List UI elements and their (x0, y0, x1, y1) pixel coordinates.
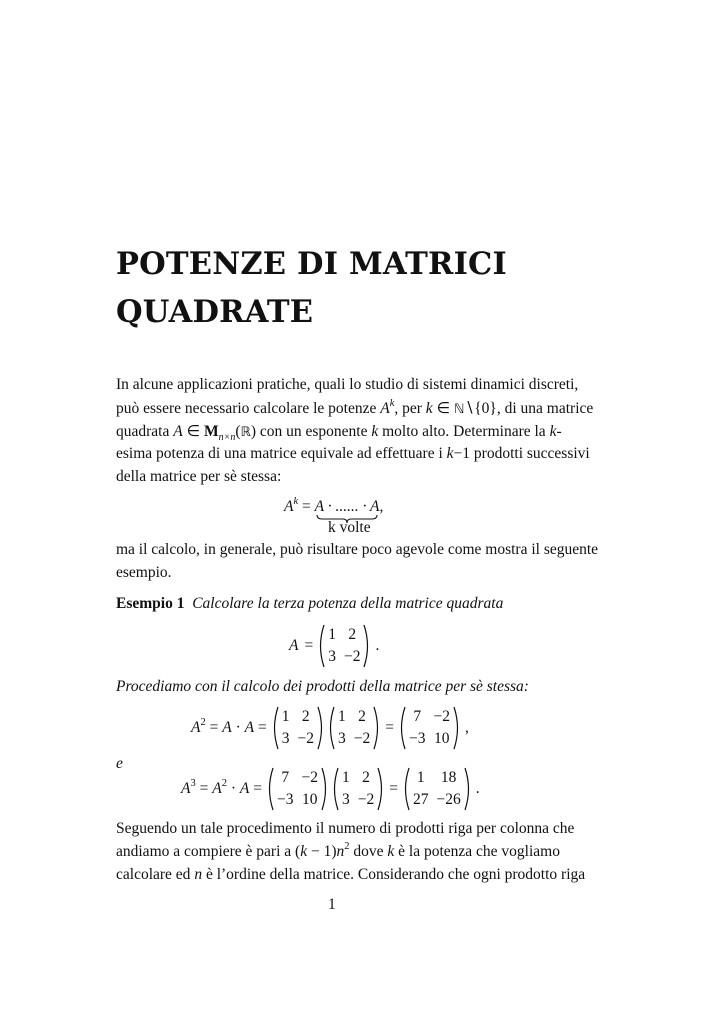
matrix-cell: 2 (301, 708, 310, 725)
matrix-A (316, 624, 372, 668)
intro-text-3c: molto alto. Determinare la (378, 423, 550, 440)
power-exp: k (293, 496, 299, 507)
matrix-cell: 1 (281, 708, 290, 725)
intro-line-2: può essere necessario calcolare le potenze $A^k$, per k ∈ ℕ∖{0}, di una matrice (116, 398, 594, 417)
title-line-1: POTENZE DI MATRICI (116, 246, 508, 282)
left-paren-icon (326, 706, 335, 750)
right-paren-icon (377, 767, 386, 811)
left-paren-icon (397, 706, 406, 750)
connector-e (116, 755, 123, 773)
after-line-2 (116, 564, 172, 582)
matrix-cell: 18 (440, 769, 457, 786)
intro-line-1 (116, 376, 578, 394)
matrix-cell: 7 (413, 708, 422, 725)
closing-text-2b: dove (349, 843, 388, 860)
math-M: M (203, 423, 219, 440)
left-paren-icon (316, 624, 325, 668)
right-paren-icon (373, 706, 382, 750)
matrix-cell: −3 (408, 730, 426, 747)
connector-text: e (116, 755, 123, 772)
page-title (116, 240, 636, 336)
intro-text-2a: può essere necessario calcolare le potenze (116, 400, 381, 417)
procedure-label: Procediamo con il calcolo dei prodotti della matrice per sè stessa: (116, 678, 529, 695)
power-comma: , (379, 498, 384, 515)
math-A-in-M: A (173, 423, 183, 440)
closing-text-3a: calcolare ed (116, 866, 195, 883)
matrix-cell: −2 (301, 769, 318, 786)
closing-text-3b: è l’ordine della matrice. Considerando che ogni prodotto riga (202, 866, 586, 883)
intro-line-3: quadrata A ∈ $M_{n\times n}(ℝ)$ con un esponente k molto alto. Determinare la k- (116, 423, 562, 443)
matrix-cell: 27 (412, 791, 429, 808)
A3-expr-exp: 2 (221, 778, 227, 789)
right-paren-icon (317, 706, 326, 750)
A2-factor-2 (326, 706, 382, 750)
intro-text-2b: , per (394, 400, 426, 417)
intro-text-3a: quadrata (116, 423, 174, 440)
matrix-cell: 7 (281, 769, 290, 786)
A2-equation: $A^2 = A \cdot A$ = 1 2 3 −2 1 2 3 −2 = 7 −2 −3 10 , (188, 706, 472, 750)
right-paren-icon (321, 767, 330, 811)
math-naturals: ℕ (453, 402, 465, 417)
example-label: Esempio 1 (116, 595, 185, 612)
closing-line-1 (116, 820, 574, 838)
power-lhs: A (284, 498, 294, 515)
A2-lhs: A (191, 719, 201, 736)
matrix-cell: 1 (416, 769, 425, 786)
math-k-2: k (549, 423, 557, 440)
matrix-cell: −2 (357, 791, 375, 808)
matrix-A-name: A (289, 637, 299, 654)
example-heading (116, 595, 503, 613)
left-paren-icon (401, 767, 410, 811)
matrix-cell: −3 (276, 791, 294, 808)
matrix-cell: 1 (328, 626, 336, 643)
closing-line-3 (116, 866, 585, 884)
matrix-cell: 10 (433, 730, 450, 747)
intro-text-3b: con un esponente (256, 423, 372, 440)
matrix-A-equation: A = 1 2 3 −2 . (286, 624, 382, 668)
closing-text-2c: è la potenza che vogliamo (394, 843, 560, 860)
after-line-1 (116, 541, 598, 559)
matrix-cell: 3 (337, 730, 346, 747)
matrix-cell: 2 (362, 769, 370, 786)
right-paren-icon (363, 624, 372, 668)
matrix-cell: −26 (436, 791, 461, 808)
closing-line-2: andiamo a compiere è pari a $(k - 1)n^2$ dove k è la potenza che vogliamo (116, 841, 560, 860)
A3-equation: $A^3 = A^2 \cdot A$ = 7 −2 −3 10 1 2 3 −2 = 1 18 27 −26 . (178, 767, 483, 811)
matrix-cell: 1 (337, 708, 346, 725)
intro-text-3d: - (556, 423, 562, 440)
A2-result-matrix (397, 706, 462, 750)
left-paren-icon (265, 767, 274, 811)
matrix-cell: 2 (358, 708, 366, 725)
matrix-cell: 3 (281, 730, 290, 747)
after-text-1: ma il calcolo, in generale, può risultare poco agevole come mostra il seguente (116, 541, 599, 558)
intro-text-4b: prodotti successivi (470, 445, 590, 462)
matrix-cell: −2 (433, 708, 450, 725)
math-k-in-N: k (425, 400, 433, 417)
underbrace-text: k volte (328, 519, 371, 536)
right-paren-icon (464, 767, 473, 811)
A3-exp: 3 (190, 778, 196, 789)
left-paren-icon (270, 706, 279, 750)
procedure-text (116, 678, 529, 696)
matrix-cell: 10 (301, 791, 318, 808)
matrix-cell: 3 (341, 791, 350, 808)
matrix-cell: −2 (297, 730, 314, 747)
right-paren-icon (453, 706, 462, 750)
intro-line-5 (116, 468, 281, 486)
math-Ak: $A^k$ (380, 398, 395, 417)
intro-text-5: della matrice per sè stessa: (116, 468, 282, 485)
math-k-minus-1: k (446, 445, 454, 462)
matrix-cell: 3 (328, 648, 336, 665)
power-rhs: A · ...... · A (314, 498, 380, 515)
matrix-cell: 2 (348, 626, 357, 643)
math-n: n (194, 866, 203, 883)
A2-exp: 2 (200, 717, 206, 728)
math-k-3: k (387, 843, 395, 860)
A3-factor-2 (330, 767, 386, 811)
after-text-2: esempio. (116, 564, 172, 581)
matrix-cell: 1 (341, 769, 350, 786)
closing-text-2a: andiamo a compiere è pari a (116, 843, 296, 860)
closing-text-1: Seguendo un tale procedimento il numero di prodotti riga per colonna che (116, 820, 575, 837)
display-power-equation: $A^k = A$ · ...... · A, (284, 496, 384, 515)
A3-result-matrix (401, 767, 473, 811)
intro-line-4: esima potenza di una matrice equivale ad effettuare i k−1 prodotti successivi (116, 445, 590, 462)
title-line-2: QUADRATE (116, 294, 314, 330)
left-paren-icon (330, 767, 339, 811)
underbrace-label (328, 519, 371, 537)
example-statement: Calcolare la terza potenza della matrice quadrata (192, 595, 504, 612)
A3-factor-1 (265, 767, 330, 811)
intro-text-2c: , di una matrice (496, 400, 594, 417)
intro-text-4a: esima potenza di una matrice equivale ad effettuare i (116, 445, 447, 462)
A2-factor-1 (270, 706, 326, 750)
matrix-cell: −2 (343, 648, 361, 665)
matrix-cell: −2 (353, 730, 371, 747)
intro-text-1: In alcune applicazioni pratiche, quali lo studio di sistemi dinamici discreti, (116, 376, 579, 393)
math-k: k (371, 423, 379, 440)
page-number: 1 (328, 896, 336, 913)
